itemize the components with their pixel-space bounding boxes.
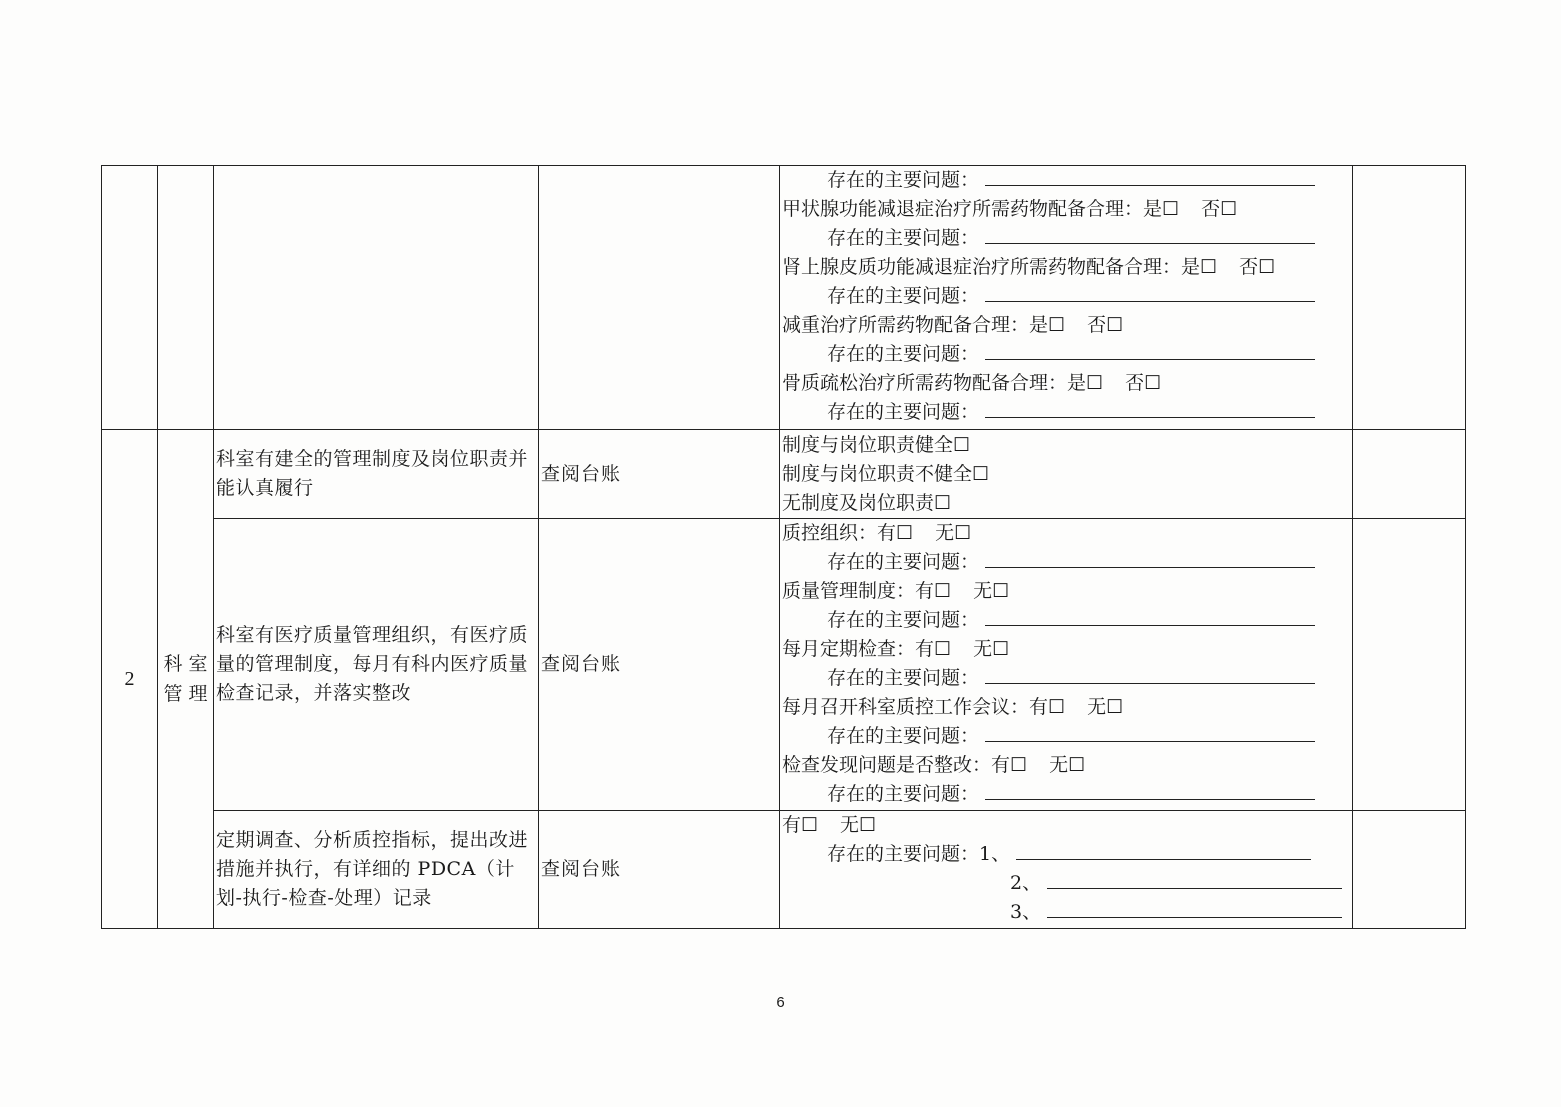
yes-checkbox[interactable]: 有☐	[877, 522, 914, 544]
no-checkbox[interactable]: 否☐	[1125, 372, 1162, 394]
yes-checkbox[interactable]: 是☐	[1067, 372, 1104, 394]
no-checkbox[interactable]: 无☐	[1049, 754, 1086, 776]
section-number: 2	[102, 430, 158, 929]
issue-blank[interactable]	[985, 341, 1315, 360]
check-item: 检查发现问题是否整改：有☐ 无☐	[782, 754, 1086, 776]
issue-blank[interactable]	[985, 549, 1315, 568]
yes-checkbox[interactable]: 有☐	[915, 638, 952, 660]
remarks-cell	[1353, 166, 1466, 430]
issue-line: 存在的主要问题：	[782, 722, 1350, 751]
yes-checkbox[interactable]: 有☐	[991, 754, 1028, 776]
requirement-text: 定期调查、分析质控指标，提出改进措施并执行，有详细的 PDCA（计划-执行-检查-处理）记录	[214, 811, 539, 929]
no-checkbox[interactable]: 无☐	[973, 580, 1010, 602]
issue-line: 存在的主要问题：	[782, 780, 1350, 809]
issue-line: 存在的主要问题：	[782, 224, 1350, 253]
option-checkbox[interactable]: 无制度及岗位职责☐	[782, 491, 952, 514]
issue-blank[interactable]	[1047, 870, 1342, 889]
yes-checkbox[interactable]: 有☐	[915, 580, 952, 602]
remarks-cell	[1353, 519, 1466, 811]
check-item: 质量管理制度：有☐ 无☐	[782, 580, 1010, 602]
no-checkbox[interactable]: 否☐	[1239, 256, 1276, 278]
issue-blank[interactable]	[985, 283, 1315, 302]
remarks-cell	[1353, 811, 1466, 929]
option-checkbox[interactable]: 制度与岗位职责健全☐	[782, 433, 971, 456]
issue-line: 存在的主要问题：	[782, 606, 1350, 635]
result-cell	[780, 519, 1353, 811]
inspection-table	[101, 165, 1466, 929]
method-cell	[539, 166, 780, 430]
no-checkbox[interactable]: 否☐	[1201, 198, 1238, 220]
issue-line: 存在的主要问题：	[782, 548, 1350, 577]
table-row	[102, 430, 1466, 519]
issue-blank[interactable]	[985, 225, 1315, 244]
check-item: 质控组织：有☐ 无☐	[782, 522, 972, 544]
table-row	[102, 166, 1466, 430]
no-checkbox[interactable]: 无☐	[840, 814, 877, 836]
requirement-text: 科室有建全的管理制度及岗位职责并能认真履行	[214, 430, 539, 519]
table-row	[102, 811, 1466, 929]
issue-line: 存在的主要问题：	[782, 398, 1350, 427]
remarks-cell	[1353, 430, 1466, 519]
result-cell	[780, 811, 1353, 929]
issue-blank[interactable]	[985, 399, 1315, 418]
issue-blank[interactable]	[985, 781, 1315, 800]
check-item: 每月召开科室质控工作会议：有☐ 无☐	[782, 696, 1124, 718]
section-category: 科 室 管 理	[158, 430, 214, 929]
issue-line: 存在的主要问题：1、	[782, 840, 1350, 869]
method-text: 查阅台账	[539, 811, 780, 929]
yes-checkbox[interactable]: 是☐	[1143, 198, 1180, 220]
issue-line: 存在的主要问题：	[782, 282, 1350, 311]
method-text: 查阅台账	[539, 430, 780, 519]
yes-checkbox[interactable]: 有☐	[782, 814, 819, 836]
issue-line: 存在的主要问题：	[782, 664, 1350, 693]
issue-line: 2、	[782, 869, 1350, 898]
result-cell	[780, 166, 1353, 430]
page-number: 6	[776, 994, 785, 1011]
table-row	[102, 519, 1466, 811]
check-item	[782, 811, 1350, 840]
check-item: 减重治疗所需药物配备合理：是☐ 否☐	[782, 314, 1124, 336]
check-item: 甲状腺功能减退症治疗所需药物配备合理：是☐ 否☐	[782, 198, 1238, 220]
issue-blank[interactable]	[1016, 841, 1311, 860]
check-item: 骨质疏松治疗所需药物配备合理：是☐ 否☐	[782, 372, 1162, 394]
result-cell	[780, 430, 1353, 519]
yes-checkbox[interactable]: 有☐	[1029, 696, 1066, 718]
issue-line: 3、	[782, 898, 1350, 927]
issue-blank[interactable]	[985, 167, 1315, 186]
option-checkbox[interactable]: 制度与岗位职责不健全☐	[782, 462, 990, 485]
no-checkbox[interactable]: 无☐	[1087, 696, 1124, 718]
requirement-cell	[214, 166, 539, 430]
yes-checkbox[interactable]: 是☐	[1029, 314, 1066, 336]
requirement-text: 科室有医疗质量管理组织，有医疗质量的管理制度，每月有科内医疗质量检查记录，并落实整改	[214, 519, 539, 811]
yes-checkbox[interactable]: 是☐	[1181, 256, 1218, 278]
issue-blank[interactable]	[1047, 899, 1342, 918]
method-text: 查阅台账	[539, 519, 780, 811]
issue-line: 存在的主要问题：	[782, 166, 1350, 195]
issue-line: 存在的主要问题：	[782, 340, 1350, 369]
no-checkbox[interactable]: 否☐	[1087, 314, 1124, 336]
issue-blank[interactable]	[985, 607, 1315, 626]
check-item: 每月定期检查：有☐ 无☐	[782, 638, 1010, 660]
issue-blank[interactable]	[985, 665, 1315, 684]
no-checkbox[interactable]: 无☐	[973, 638, 1010, 660]
number-cell	[102, 166, 158, 430]
issue-blank[interactable]	[985, 723, 1315, 742]
category-cell	[158, 166, 214, 430]
no-checkbox[interactable]: 无☐	[935, 522, 972, 544]
check-item: 肾上腺皮质功能减退症治疗所需药物配备合理：是☐ 否☐	[782, 256, 1276, 278]
